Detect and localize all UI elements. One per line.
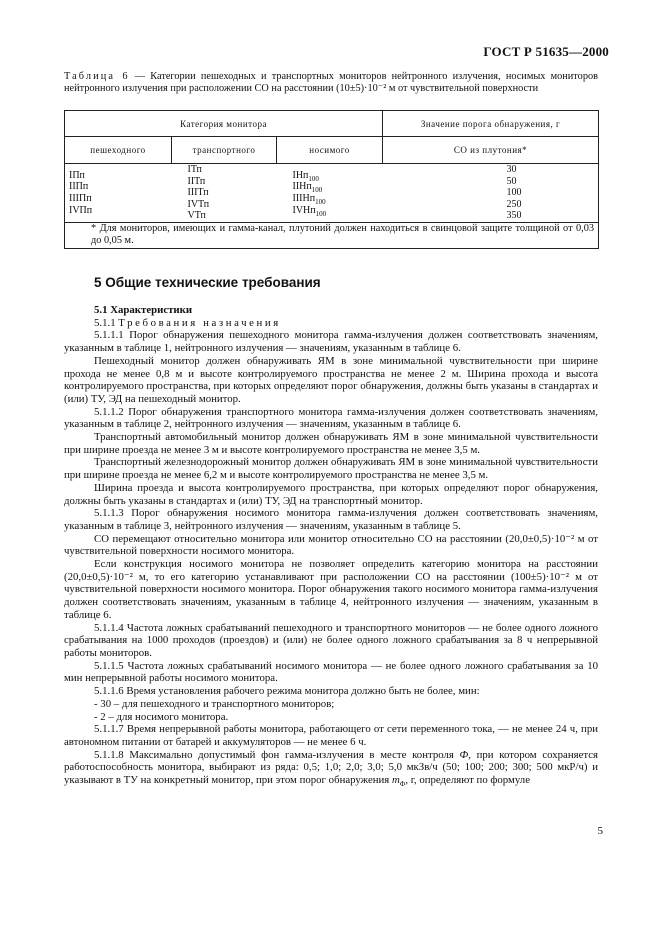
paragraph: Ширина проезда и высота контролируемого пространства, при которых определяют порог обнаружения, должны быть указаны в стандартах и (или) ТУ, ЭД на транспортный монитор. <box>64 481 598 507</box>
paragraph: Транспортный автомобильный монитор должен обнаруживать ЯМ в зоне минимальной чувствительности при ширине проезда не менее 3 м и высоте контролируемого пространства не менее 3,5 м. <box>64 431 598 456</box>
paragraph: 5.1.1.3 Порог обнаружения носимого монитора гамма-излучения должен соответствовать значениям, указанным в таблице 3, нейтронного излучения — значениям, указанным в таблице 5. <box>64 507 598 532</box>
table-subheader-row <box>65 137 599 164</box>
transport-category: VТп <box>187 210 206 222</box>
threshold-value: 30 <box>506 164 517 175</box>
wearable-category: IНп$_{100}$ <box>292 169 319 183</box>
wearable-category: IIIНп$_{100}$ <box>292 192 326 206</box>
threshold-values-cell <box>383 164 599 223</box>
table-6 <box>64 110 599 249</box>
threshold-value: 100 <box>506 187 522 199</box>
page-number: 5 <box>597 825 603 837</box>
list-item: - 30 – для пешеходного и транспортного мониторов; <box>94 697 335 710</box>
pedestrian-category: IVПп <box>69 204 93 216</box>
transport-category: IТп <box>187 164 202 175</box>
pedestrian-category: IПп <box>69 169 85 181</box>
table-footnote-row <box>65 222 599 248</box>
threshold-value: 350 <box>506 210 522 222</box>
pedestrian-category: IIПп <box>69 181 89 193</box>
header-monitor-category: Категория монитора <box>65 111 383 137</box>
table-caption-lead: Таблица 6 <box>64 71 130 82</box>
paragraph: 5.1.1.4 Частота ложных срабатываний пешеходного и транспортного мониторов — не более одного ложного срабатывания на 1000 проходов (проездов) и (или) не более одного ложного срабатывания за 8 ч непрерывной работы мониторов. <box>64 621 598 659</box>
paragraph: 5.1.1.2 Порог обнаружения транспортного монитора гамма-излучения должен соответствовать значениям, указанным в таблице 2, нейтронного излучения — значениям, указанным в таблице 6. <box>64 405 598 431</box>
paragraph: 5.1.1.8 Максимально допустимый фон гамма-излучения в месте контроля Ф, при котором сохраняется работоспособность монитора, выбирают из ряда: 0,5; 1,0; 2,0; 3,0; 5,0 мкЗв/ч (50; 100; 200; 300; 500 мкР/ч) и указывают в ТУ на конкретный монитор, при этом порог обнаружения $m_Ф$, г, определяют по формуле <box>64 748 598 789</box>
header-pedestrian: пешеходного <box>65 137 172 164</box>
paragraph: Транспортный железнодорожный монитор должен обнаруживать ЯМ в зоне минимальной чувствительности при ширине проезда не менее 6,2 м и высоте контролируемого пространства не менее 3,5 м. <box>64 456 598 482</box>
header-co-plutonium: СО из плутония* <box>383 137 599 164</box>
paragraph: 5.1.1.1 Порог обнаружения пешеходного монитора гамма-излучения должен соответствовать значениям, указанным в таблице 1, нейтронного излучения — значениям, указанным в таблице 6. <box>64 329 598 355</box>
paragraph: СО перемещают относительно монитора или монитор относительно СО на расстоянии (20,0±0,5)·10⁻² м от чувствительной поверхности носимого монитора. <box>64 532 598 558</box>
table-footnote: * Для мониторов, имеющих и гамма-канал, плутоний должен находиться в свинцовой защите толщиной от 0,03 до 0,05 м. <box>65 222 599 248</box>
transport-category: IIIТп <box>187 187 209 199</box>
transport-category: IIТп <box>187 175 206 187</box>
paragraph: Если конструкция носимого монитора не позволяет определить категорию монитора на расстоянии (20,0±0,5)·10⁻² м, то его категорию устанавливают при расположении СО на расстоянии (100±5)·10⁻² м от чувствительной поверхности носимого монитора. Порог обнаружения такого носимого монитора гамма-излучения должен соответствовать значениям, указанным в таблице 4, нейтронного излучения — значениям, указанным в таблице 6. <box>64 558 598 621</box>
wearable-cell <box>277 164 383 223</box>
paragraph: 5.1.1.7 Время непрерывной работы монитора, работающего от сети переменного тока, — не менее 24 ч, при автономном питании от батарей и аккумуляторов — не менее 6 ч. <box>64 723 598 748</box>
subsection-heading: 5.1.1 Требования назначения <box>94 316 281 329</box>
wearable-category: IVНп$_{100}$ <box>292 204 327 218</box>
table-caption <box>64 71 598 96</box>
header-threshold: Значение порога обнаружения, г <box>383 111 599 137</box>
paragraph: Пешеходный монитор должен обнаруживать ЯМ в зоне минимальной чувствительности при ширине прохода не менее 0,8 м и высоте контролируемого пространства не менее 2 м. Ширина прохода и высота контролируемого пространства, при которых определяют порог обнаружения, должны быть указаны в стандартах и (или) ТУ, ЭД на пешеходный монитор. <box>64 354 598 405</box>
transport-category: IVТп <box>187 198 210 210</box>
paragraph: 5.1.1.6 Время установления рабочего режима монитора должно быть не более, мин: <box>94 685 480 698</box>
table-caption-text: — Категории пешеходных и транспортных мониторов нейтронного излучения, носимых мониторов нейтронного излучения при расположении СО на расстоянии (10±5)·10⁻² м от чувствительной поверхности <box>64 71 598 95</box>
pedestrian-category: IIIПп <box>69 192 92 204</box>
subsection-heading: 5.1 Характеристики <box>94 304 193 316</box>
paragraph: 5.1.1.5 Частота ложных срабатываний носимого монитора — не более одного ложного срабатывания за 10 мин непрерывной работы носимого монитора. <box>64 659 598 685</box>
threshold-value: 50 <box>506 175 517 187</box>
header-transport: транспортного <box>172 137 277 164</box>
table-body-row <box>65 164 599 223</box>
threshold-value: 250 <box>506 198 522 210</box>
header-wearable: носимого <box>277 137 383 164</box>
wearable-category: IIНп$_{100}$ <box>292 181 323 195</box>
pedestrian-cell <box>65 164 172 223</box>
body-text <box>64 304 598 787</box>
list-item: - 2 – для носимого монитора. <box>94 710 229 723</box>
table-header-row <box>65 111 599 137</box>
transport-cell <box>172 164 277 223</box>
standard-header: ГОСТ Р 51635—2000 <box>483 44 609 59</box>
section-title: 5 Общие технические требования <box>94 275 321 290</box>
